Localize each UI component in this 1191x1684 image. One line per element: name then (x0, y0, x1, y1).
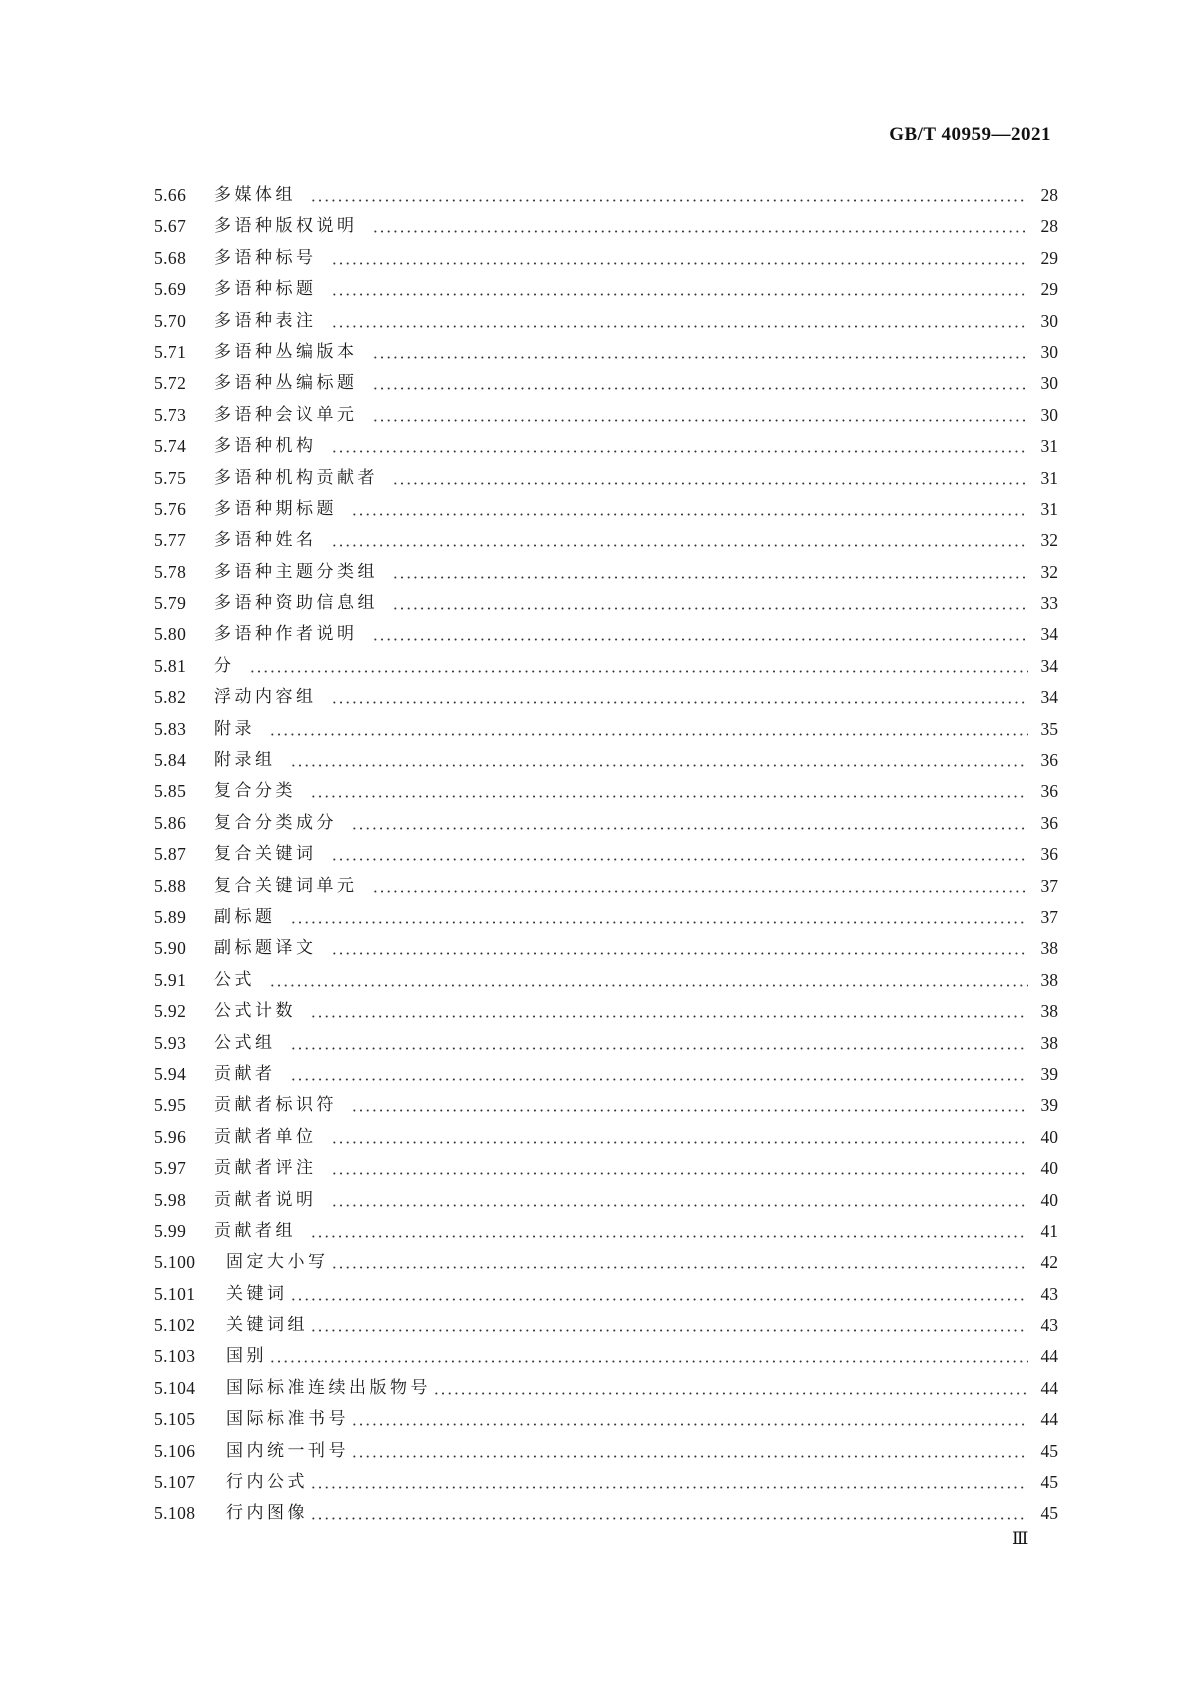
toc-leader-dots (392, 557, 1028, 588)
toc-entry-number: 5.82 (154, 687, 187, 708)
toc-entry-title: 多语种期标题 (214, 498, 337, 519)
toc-entry-title: 公式 (214, 969, 255, 990)
toc-leader-dots (310, 1216, 1028, 1247)
toc-entry-page: 37 (1040, 875, 1058, 896)
toc-entry-page: 28 (1040, 216, 1058, 237)
toc-entry-title: 多语种丛编标题 (214, 373, 358, 394)
toc-entry-number: 5.88 (154, 875, 187, 896)
toc-entry-page: 39 (1040, 1063, 1058, 1084)
toc-leader-dots (392, 463, 1028, 494)
toc-entry-title: 多语种主题分类组 (214, 561, 378, 582)
toc-leader-dots (310, 1467, 1028, 1498)
toc-entry-page: 44 (1040, 1377, 1058, 1398)
toc-leader-dots (433, 1373, 1028, 1404)
toc-entry-number: 5.85 (154, 781, 187, 802)
toc-leader-dots (351, 1404, 1028, 1435)
toc-entry-page: 43 (1040, 1315, 1058, 1336)
toc-leader-dots (372, 400, 1029, 431)
toc-entry-page: 31 (1040, 436, 1058, 457)
table-of-contents (154, 180, 1058, 1530)
toc-entry-page: 38 (1040, 1032, 1058, 1053)
toc-entry-title: 贡献者评注 (214, 1158, 317, 1179)
toc-entry-page: 40 (1040, 1189, 1058, 1210)
toc-entry[interactable] (154, 619, 1058, 650)
toc-entry-number: 5.108 (154, 1503, 196, 1524)
toc-entry-number: 5.91 (154, 969, 187, 990)
toc-entry[interactable] (154, 525, 1058, 556)
toc-entry-number: 5.99 (154, 1220, 187, 1241)
toc-entry[interactable] (154, 1436, 1058, 1467)
toc-leader-dots (269, 1341, 1028, 1372)
toc-entry[interactable] (154, 431, 1058, 462)
toc-entry[interactable] (154, 965, 1058, 996)
toc-leader-dots (372, 368, 1029, 399)
toc-entry[interactable] (154, 1498, 1058, 1529)
toc-entry[interactable] (154, 1467, 1058, 1498)
toc-entry-title: 多媒体组 (214, 185, 296, 205)
standard-number: GB/T 40959—2021 (889, 124, 1051, 145)
toc-entry-page: 34 (1040, 624, 1058, 645)
toc-entry-page: 28 (1040, 185, 1058, 205)
toc-leader-dots (331, 243, 1029, 274)
toc-entry[interactable] (154, 1028, 1058, 1059)
toc-entry[interactable] (154, 902, 1058, 933)
toc-entry-number: 5.96 (154, 1126, 187, 1147)
toc-entry-number: 5.72 (154, 373, 187, 394)
toc-entry-title: 多语种机构 (214, 436, 317, 457)
toc-entry-page: 38 (1040, 1001, 1058, 1022)
toc-leader-dots (331, 431, 1029, 462)
toc-entry[interactable] (154, 1279, 1058, 1310)
toc-entry-page: 35 (1040, 718, 1058, 739)
toc-entry[interactable] (154, 933, 1058, 964)
toc-entry-page: 36 (1040, 812, 1058, 833)
toc-leader-dots (372, 619, 1029, 650)
toc-entry-page: 36 (1040, 781, 1058, 802)
toc-leader-dots (331, 682, 1029, 713)
toc-entry-title: 关键词组 (226, 1315, 308, 1336)
toc-leader-dots (331, 525, 1029, 556)
toc-leader-dots (331, 1247, 1029, 1278)
toc-entry-page: 30 (1040, 341, 1058, 362)
toc-entry-number: 5.100 (154, 1252, 196, 1273)
toc-entry[interactable] (154, 808, 1058, 839)
toc-leader-dots (290, 745, 1029, 776)
toc-entry-title: 副标题译文 (214, 938, 317, 959)
toc-entry-page: 30 (1040, 310, 1058, 331)
toc-entry[interactable] (154, 494, 1058, 525)
toc-entry-title: 多语种版权说明 (214, 216, 358, 237)
toc-entry-page: 39 (1040, 1095, 1058, 1116)
toc-entry-number: 5.77 (154, 530, 187, 551)
toc-entry[interactable] (154, 682, 1058, 713)
toc-entry-title: 多语种资助信息组 (214, 593, 378, 614)
toc-entry-page: 45 (1040, 1440, 1058, 1461)
toc-leader-dots (249, 651, 1029, 682)
toc-entry[interactable] (154, 1373, 1058, 1404)
toc-entry-title: 贡献者标识符 (214, 1095, 337, 1116)
toc-entry-title: 贡献者组 (214, 1220, 296, 1241)
toc-entry-page: 31 (1040, 498, 1058, 519)
toc-entry[interactable] (154, 839, 1058, 870)
toc-leader-dots (372, 337, 1029, 368)
toc-entry[interactable] (154, 996, 1058, 1027)
toc-entry[interactable] (154, 1059, 1058, 1090)
toc-entry-title: 多语种表注 (214, 310, 317, 331)
toc-entry-number: 5.80 (154, 624, 187, 645)
toc-entry-number: 5.101 (154, 1283, 196, 1304)
toc-leader-dots (290, 1028, 1029, 1059)
toc-entry-page: 32 (1040, 561, 1058, 582)
toc-entry-number: 5.98 (154, 1189, 187, 1210)
toc-entry-number: 5.86 (154, 812, 187, 833)
page-number: Ⅲ (1012, 1529, 1029, 1548)
toc-leader-dots (351, 494, 1028, 525)
toc-entry-page: 36 (1040, 750, 1058, 771)
toc-leader-dots (351, 1090, 1028, 1121)
toc-entry-number: 5.75 (154, 467, 187, 488)
toc-entry-page: 37 (1040, 906, 1058, 927)
toc-entry-number: 5.84 (154, 750, 187, 771)
toc-leader-dots (351, 1436, 1028, 1467)
toc-entry-title: 复合分类 (214, 781, 296, 802)
toc-entry-title: 复合关键词 (214, 844, 317, 865)
toc-entry-title: 国际标准书号 (226, 1409, 349, 1430)
toc-leader-dots (310, 996, 1028, 1027)
toc-entry-number: 5.74 (154, 436, 187, 457)
toc-entry-number: 5.107 (154, 1472, 196, 1493)
toc-entry-number: 5.104 (154, 1377, 196, 1398)
toc-entry-title: 浮动内容组 (214, 687, 317, 708)
toc-leader-dots (331, 839, 1029, 870)
toc-entry-page: 44 (1040, 1346, 1058, 1367)
toc-entry-title: 行内公式 (226, 1472, 308, 1493)
toc-entry-number: 5.79 (154, 593, 187, 614)
toc-entry-page: 31 (1040, 467, 1058, 488)
toc-leader-dots (331, 1122, 1029, 1153)
toc-entry[interactable] (154, 651, 1058, 682)
toc-entry-number: 5.95 (154, 1095, 187, 1116)
toc-entry-number: 5.87 (154, 844, 187, 865)
toc-entry-title: 多语种姓名 (214, 530, 317, 551)
toc-entry-number: 5.66 (154, 185, 187, 205)
toc-entry-number: 5.105 (154, 1409, 196, 1430)
toc-entry-number: 5.73 (154, 404, 187, 425)
toc-leader-dots (290, 1279, 1029, 1310)
toc-leader-dots (331, 1185, 1029, 1216)
toc-entry-page: 29 (1040, 247, 1058, 268)
toc-entry[interactable] (154, 588, 1058, 619)
toc-entry-title: 附录 (214, 718, 255, 739)
toc-entry-title: 副标题 (214, 906, 276, 927)
toc-entry[interactable] (154, 557, 1058, 588)
toc-entry-title: 行内图像 (226, 1503, 308, 1524)
toc-entry-title: 公式组 (214, 1032, 276, 1053)
toc-entry-title: 多语种丛编版本 (214, 341, 358, 362)
toc-entry[interactable] (154, 745, 1058, 776)
toc-entry[interactable] (154, 274, 1058, 305)
toc-entry-title: 国际标准连续出版物号 (226, 1377, 431, 1398)
toc-entry-title: 国别 (226, 1346, 267, 1367)
toc-entry-number: 5.92 (154, 1001, 187, 1022)
toc-entry-page: 38 (1040, 938, 1058, 959)
toc-leader-dots (310, 180, 1028, 211)
toc-entry-page: 29 (1040, 279, 1058, 300)
toc-entry[interactable] (154, 463, 1058, 494)
toc-entry-page: 41 (1040, 1220, 1058, 1241)
toc-entry[interactable] (154, 180, 1058, 211)
toc-entry-page: 30 (1040, 404, 1058, 425)
toc-entry[interactable] (154, 1310, 1058, 1341)
toc-entry[interactable] (154, 306, 1058, 337)
toc-leader-dots (269, 714, 1028, 745)
toc-entry-number: 5.102 (154, 1315, 196, 1336)
toc-entry-number: 5.97 (154, 1158, 187, 1179)
toc-entry-title: 关键词 (226, 1283, 288, 1304)
toc-leader-dots (310, 1310, 1028, 1341)
toc-entry[interactable] (154, 1404, 1058, 1435)
toc-entry-page: 45 (1040, 1472, 1058, 1493)
toc-entry-number: 5.81 (154, 655, 187, 676)
toc-leader-dots (290, 1059, 1029, 1090)
toc-entry-title: 多语种标号 (214, 247, 317, 268)
toc-entry-page: 42 (1040, 1252, 1058, 1273)
toc-entry-page: 44 (1040, 1409, 1058, 1430)
toc-entry-number: 5.71 (154, 341, 187, 362)
toc-leader-dots (269, 965, 1028, 996)
toc-entry-title: 复合关键词单元 (214, 875, 358, 896)
toc-entry-number: 5.94 (154, 1063, 187, 1084)
toc-entry[interactable] (154, 776, 1058, 807)
toc-entry[interactable] (154, 1247, 1058, 1278)
toc-entry-number: 5.68 (154, 247, 187, 268)
toc-entry-page: 40 (1040, 1126, 1058, 1147)
toc-entry-number: 5.93 (154, 1032, 187, 1053)
toc-leader-dots (331, 933, 1029, 964)
toc-entry-title: 分 (214, 655, 235, 676)
toc-entry-title: 固定大小写 (226, 1252, 329, 1273)
toc-entry-page: 38 (1040, 969, 1058, 990)
toc-entry[interactable] (154, 400, 1058, 431)
toc-entry-page: 40 (1040, 1158, 1058, 1179)
toc-entry-page: 30 (1040, 373, 1058, 394)
toc-entry-page: 33 (1040, 593, 1058, 614)
toc-entry-title: 国内统一刊号 (226, 1440, 349, 1461)
toc-entry[interactable] (154, 337, 1058, 368)
toc-leader-dots (331, 1153, 1029, 1184)
toc-entry[interactable] (154, 1341, 1058, 1372)
toc-entry-number: 5.67 (154, 216, 187, 237)
toc-entry-page: 34 (1040, 687, 1058, 708)
toc-entry-title: 多语种机构贡献者 (214, 467, 378, 488)
toc-entry-page: 45 (1040, 1503, 1058, 1524)
toc-leader-dots (310, 776, 1028, 807)
toc-leader-dots (331, 306, 1029, 337)
toc-entry-title: 附录组 (214, 750, 276, 771)
toc-entry-page: 32 (1040, 530, 1058, 551)
toc-entry-page: 34 (1040, 655, 1058, 676)
toc-entry-title: 多语种会议单元 (214, 404, 358, 425)
toc-leader-dots (372, 211, 1029, 242)
toc-entry-number: 5.83 (154, 718, 187, 739)
toc-entry-number: 5.76 (154, 498, 187, 519)
toc-leader-dots (290, 902, 1029, 933)
toc-entry-number: 5.78 (154, 561, 187, 582)
toc-entry[interactable] (154, 243, 1058, 274)
toc-entry-number: 5.89 (154, 906, 187, 927)
toc-entry[interactable] (154, 1090, 1058, 1121)
toc-entry-number: 5.106 (154, 1440, 196, 1461)
toc-entry[interactable] (154, 368, 1058, 399)
toc-entry[interactable] (154, 1216, 1058, 1247)
toc-leader-dots (392, 588, 1028, 619)
toc-entry-page: 36 (1040, 844, 1058, 865)
toc-entry[interactable] (154, 871, 1058, 902)
toc-entry-title: 多语种作者说明 (214, 624, 358, 645)
toc-entry-title: 贡献者单位 (214, 1126, 317, 1147)
toc-entry[interactable] (154, 1185, 1058, 1216)
toc-entry-title: 贡献者 (214, 1063, 276, 1084)
toc-entry[interactable] (154, 211, 1058, 242)
toc-leader-dots (351, 808, 1028, 839)
toc-entry-title: 多语种标题 (214, 279, 317, 300)
toc-entry-number: 5.90 (154, 938, 187, 959)
toc-leader-dots (310, 1498, 1028, 1529)
toc-entry-title: 贡献者说明 (214, 1189, 317, 1210)
toc-entry-title: 复合分类成分 (214, 812, 337, 833)
toc-entry-page: 43 (1040, 1283, 1058, 1304)
toc-entry[interactable] (154, 714, 1058, 745)
toc-entry-number: 5.69 (154, 279, 187, 300)
toc-entry-number: 5.70 (154, 310, 187, 331)
toc-entry-title: 公式计数 (214, 1001, 296, 1022)
toc-leader-dots (331, 274, 1029, 305)
toc-leader-dots (372, 871, 1029, 902)
toc-entry-number: 5.103 (154, 1346, 196, 1367)
toc-entry[interactable] (154, 1122, 1058, 1153)
toc-entry[interactable] (154, 1153, 1058, 1184)
